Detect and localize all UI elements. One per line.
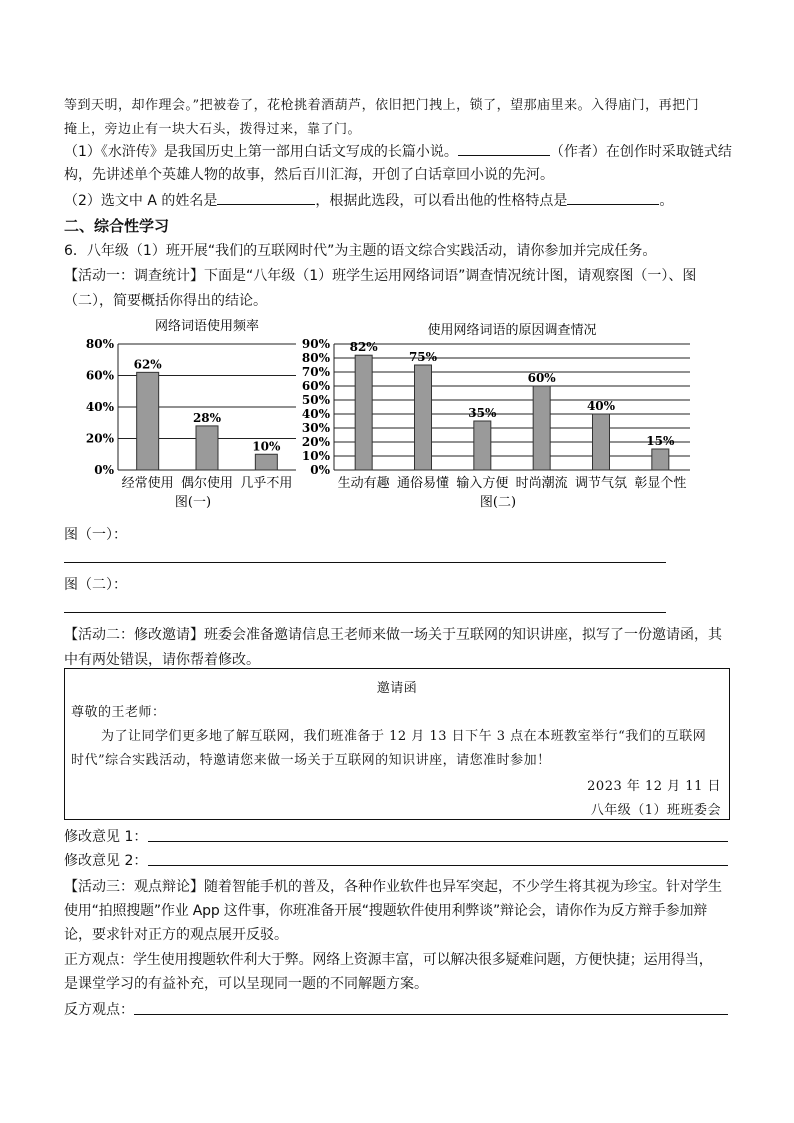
question-1-text-a: （1）《水浒传》是我国历史上第一部用白话文写成的长篇小说。 xyxy=(64,144,458,160)
fix-2-label: 修改意见 2： xyxy=(64,853,148,869)
fix-1-label: 修改意见 1： xyxy=(64,829,148,845)
chart-1-y-tick: 40% xyxy=(85,400,114,414)
activity-3-tag: 【活动三：观点辩论】 xyxy=(64,879,204,895)
activity-2-text: 班委会准备邀请信息王老师来做一场关于互联网的知识讲座，拟写了一份邀请函，其 xyxy=(204,627,722,643)
letter-body-2: 时代”综合实践活动，特邀请您来做一场关于互联网的知识讲座，请您准时参加！ xyxy=(71,753,551,768)
activity-3-line-3: 论，要求针对正方的观点展开反驳。 xyxy=(64,927,288,943)
chart-1-data-label: 10% xyxy=(252,439,281,454)
chart-2-data-label: 60% xyxy=(527,371,556,385)
chart-2-y-tick: 90% xyxy=(301,337,330,351)
chart-2-category-label: 彰显个性 xyxy=(634,476,687,491)
chart-2-y-tick: 60% xyxy=(301,379,330,393)
question-2-text-b: ，根据此选段，可以看出他的性格特点是 xyxy=(315,193,568,209)
chart-1-category-label: 几乎不用 xyxy=(240,476,293,491)
letter-signature: 八年级（1）班班委会 xyxy=(590,803,721,818)
chart-2-category-label: 通俗易懂 xyxy=(396,476,450,491)
chart-2-bar xyxy=(415,365,432,470)
activity-1-line-2: （二），简要概括你得出的结论。 xyxy=(64,293,267,309)
chart-1-y-tick: 80% xyxy=(85,337,114,351)
chart-2-bar xyxy=(593,414,610,470)
chart-2-y-tick: 20% xyxy=(301,435,330,449)
question-2 xyxy=(64,190,673,210)
answer-blank-character[interactable] xyxy=(567,190,659,205)
question-1-text-b: （作者）在创作时采取链式结 xyxy=(549,144,732,160)
pro-view-line-1: 正方观点：学生使用搜题软件利大于弊。网络上资源丰富，可以解决很多疑难问题，方便快捷；运用得当， xyxy=(64,952,713,968)
chart-1-answer-line[interactable] xyxy=(64,562,666,563)
fix-1-answer-line[interactable] xyxy=(148,841,728,842)
question-2-text-a: （2）选文中 A 的姓名是 xyxy=(64,193,218,209)
con-view-label: 反方观点： xyxy=(64,1002,134,1018)
passage-line-2: 掩上，旁边止有一块大石头，拨得过来，靠了门。 xyxy=(64,122,362,137)
letter-salutation: 尊敬的王老师： xyxy=(71,705,166,720)
answer-blank-author[interactable] xyxy=(458,141,550,156)
chart-2-answer-label: 图（二）： xyxy=(64,577,127,593)
passage-line-1: 等到天明，却作理会。”把被卷了，花枪挑着酒葫芦，依旧把门拽上，锁了，望那庙里来。入得庙门，再把门 xyxy=(64,98,700,113)
chart-2-category-label: 输入方便 xyxy=(456,476,509,491)
activity-2-tag: 【活动二：修改邀请】 xyxy=(64,627,204,643)
chart-1-title: 网络词语使用频率 xyxy=(154,319,260,334)
chart-2-y-tick: 10% xyxy=(301,449,330,463)
section-title: 二、综合性学习 xyxy=(64,217,170,235)
chart-2-y-tick: 80% xyxy=(301,351,330,365)
question-1-line-2: 构，先讲述单个英雄人物的故事，然后百川汇海，开创了白话章回小说的先河。 xyxy=(64,167,554,183)
chart-1-y-tick: 60% xyxy=(85,368,114,383)
chart-2-bar xyxy=(533,386,550,470)
chart-1-bar xyxy=(255,454,277,470)
chart-2-y-tick: 0% xyxy=(310,463,330,477)
chart-2-bar xyxy=(652,449,669,470)
activity-1-tag: 【活动一：调查统计】 xyxy=(64,268,204,284)
chart-1-bar xyxy=(137,372,159,470)
invitation-letter xyxy=(64,668,730,820)
chart-2-data-label: 75% xyxy=(408,350,438,364)
chart-1-y-tick: 0% xyxy=(94,463,114,477)
letter-date: 2023 年 12 月 11 日 xyxy=(587,779,721,794)
chart-1-y-tick: 20% xyxy=(85,431,114,446)
chart-2-y-tick: 50% xyxy=(301,393,330,407)
pro-view-line-2: 是课堂学习的有益补充，可以呈现同一题的不同解题方案。 xyxy=(64,976,428,992)
chart-1-category-label: 偶尔使用 xyxy=(180,476,234,491)
activity-1-line-1 xyxy=(64,265,696,285)
chart-2-y-tick: 70% xyxy=(301,365,330,379)
chart-2-data-label: 35% xyxy=(468,406,497,420)
answer-blank-name[interactable] xyxy=(217,190,315,205)
chart-1-bar xyxy=(196,426,218,470)
chart-1-data-label: 28% xyxy=(192,410,222,425)
activity-3-text: 随着智能手机的普及，各种作业软件也异军突起，不少学生将其视为珍宝。针对学生 xyxy=(204,879,722,895)
chart-1-data-label: 62% xyxy=(133,357,162,372)
chart-2-bar xyxy=(474,421,491,470)
question-1 xyxy=(64,141,732,161)
chart-2-data-label: 15% xyxy=(646,434,675,448)
activity-3-line-2: 使用“拍照搜题”作业 App 这件事，你班准备开展“搜题软件使用利弊谈”辩论会，请你作为反方辩手参加辩 xyxy=(64,903,708,919)
chart-1-caption: 图(一) xyxy=(174,495,212,510)
chart-2-data-label: 82% xyxy=(349,340,378,355)
question-6: 6．八年级（1）班开展“我们的互联网时代”为主题的语文综合实践活动，请你参加并完成任务。 xyxy=(64,243,657,259)
letter-title: 邀请函 xyxy=(376,681,418,696)
con-view-answer-line[interactable] xyxy=(134,1014,728,1015)
question-2-text-c: 。 xyxy=(659,193,674,209)
chart-1-answer-label: 图（一）： xyxy=(64,527,127,543)
chart-2-category-label: 生动有趣 xyxy=(337,476,390,491)
chart-2-answer-line[interactable] xyxy=(64,612,666,613)
chart-2-y-tick: 40% xyxy=(301,407,330,421)
activity-2-line-1 xyxy=(64,624,722,644)
chart-1-category-label: 经常使用 xyxy=(121,476,174,491)
chart-2-data-label: 40% xyxy=(586,399,616,413)
activity-1-text: 下面是“八年级（1）班学生运用网络词语”调查情况统计图，请观察图（一）、图 xyxy=(204,268,697,284)
chart-2-title: 使用网络词语的原因调查情况 xyxy=(427,323,597,338)
activity-2-line-2: 中有两处错误，请你帮着修改。 xyxy=(64,652,260,668)
chart-2-caption: 图(二) xyxy=(479,495,517,510)
charts-area xyxy=(0,310,794,525)
chart-2-bar xyxy=(355,355,372,470)
chart-2-category-label: 调节气氛 xyxy=(574,476,628,491)
letter-body-1: 为了让同学们更多地了解互联网，我们班准备于 12 月 13 日下午 3 点在本班教室举行“我们的互联网 xyxy=(101,729,707,744)
chart-2-category-label: 时尚潮流 xyxy=(515,476,568,491)
chart-2-y-tick: 30% xyxy=(301,421,330,435)
fix-2-answer-line[interactable] xyxy=(148,865,728,866)
activity-3-line-1 xyxy=(64,876,722,896)
